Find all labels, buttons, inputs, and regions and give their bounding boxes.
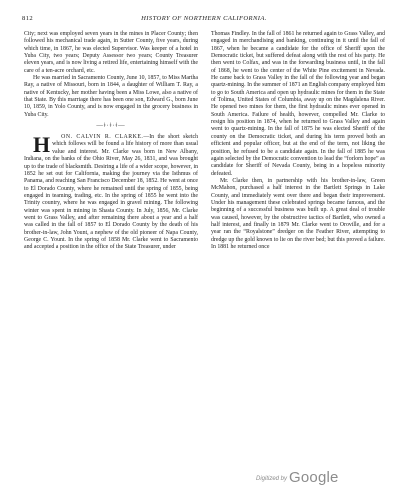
paragraph: Mr. Clarke then, in partnership with his brother-in-law, Green McMahon, purchased a half interest in the Bartlett Springs in Lake County, and immediately went over there and began their improvement. Under his management these celebrated springs became famous, and the beginning of a successful business was built up. A great deal of trouble was caused, however, by the obstructive tactics of Bartlett, who owned a half interest, and finally in 1879 Mr. Clarke went to Oroville, and for a year ran the “Royalstone” dredger on the Feather River, attempting to dredge up the gold known to lie on the river bed; but this proved a failure. In 1881 he returned once [211,177,385,250]
paragraph: Thomas Findley. In the fall of 1861 he returned again to Grass Valley, and engaged in merchandising and banking, continuing in it until the fall of 1867, when he became a candidate for the office of Sheriff upon the Democratic ticket, but suffered defeat along with the rest of his party. He then went to Colfax, and was in the forwarding business until, in the fall of 1868, he went to the center of the White Pine excitement in Nevada. He came back to Grass Valley in the fall of the following year and began quartz-mining. In the summer of 1871 an English company employed him to go to South America and open up hydraulic mines for them in the State of Tolima, United States of Columbia, away up on the Magdalena River. He opened two mines for them, the first hydraulic mines ever opened in South America. Failure of health, however, compelled Mr. Clarke to resign his position in 1874, when he returned to Grass Valley and again went to quartz-mining. In the fall of 1875 he was elected Sheriff of the county on the Democratic ticket, and during his term proved both an efficient and popular officer, but at the end of the term, not liking the position, he refused to be a candidate again. In the fall of 1885 he was again selected by the Democratic convention to lead the “forlorn hope” as candidate for Sheriff of Nevada County, being in a hopeless minority defeated. [211,31,385,177]
google-logo: Google [289,469,339,486]
paragraph: He was married in Sacramento County, June 10, 1857, to Miss Martha Ray, a native of Missouri, born in 1844, a daughter of William T. Ray, a native of Kentucky, her mother having been a Miss Lowe, also a native of that State. By this marriage there has been one son, Edward G., born June 10, 1859, in Yolo County, and is now engaged in the grocery business in Yuba City. [24,75,198,118]
page-number: 812 [22,15,34,22]
left-column [24,31,198,252]
drop-cap: H [33,132,51,158]
page-header [22,15,386,27]
biography-paragraph [24,134,198,252]
right-column [211,31,385,251]
biography-name: ON. CALVIN R. CLARKE. [61,134,144,141]
section-ornament: —ǂ·ǂ·ǂ— [96,122,126,130]
digitization-watermark [256,469,339,487]
running-title: HISTORY OF NORTHERN CALIFORNIA. [141,15,267,22]
biography-text: —In the short sketch which follows will be found a life history of more than usual value and interest. Mr. Clarke was born in New Albany, Indiana, on the banks of the Ohio River, May 26, 1831, and was brought up to the trade of blacksmith. Desiring a life of a wider scope, however, in 1852 he set out for California, making the journey via the Isthmus of Panama, and reaching San Francisco December 18, 1852. He went at once to El Dorado County, where he remained until the spring of 1855, being engaged in teaming, trading, etc. In the spring of 1855 he went into the Trinity country, where he was engaged in gravel mining. The following winter was spent in mining in Shasta County. In July, 1856, Mr. Clarke went to Grass Valley, and after remaining there about a year and a half was called in the fall of 1857 to El Dorado County by the death of his brother-in-law, John Yount, a nephew of the old pioneer of Napa County, George C. Yount. In the spring of 1858 Mr. Clarke went to Sacramento and accepted a position in the office of the State Treasurer, under [24,134,198,251]
digitized-by-label: Digitized by [256,476,288,482]
paragraph: City; next was employed seven years in the mines in Placer County; then followed his mechanical trade again, in Sutter County, five years, during which time, in 1867, he was elected Supervisor. Was keeper of a hotel in Yuba City, two years; Deputy Assessor two years; County Treasurer eleven years, and is now living a retired life, entertaining himself with the care of a ten-acre orchard, etc. [24,31,198,74]
